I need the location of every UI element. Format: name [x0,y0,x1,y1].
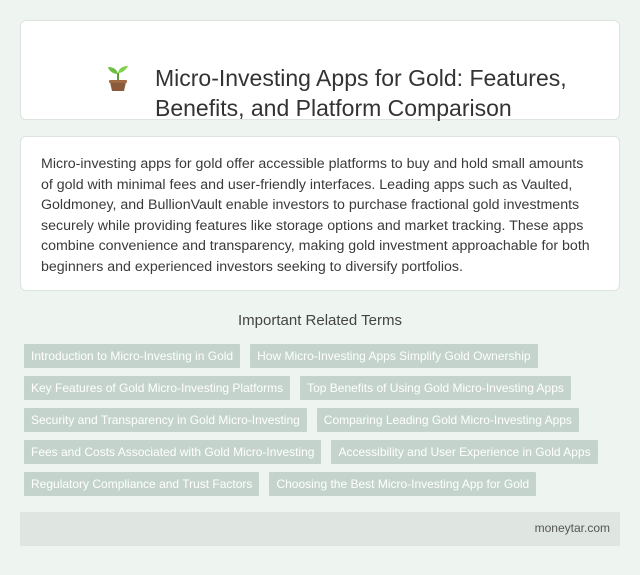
related-term-tag[interactable]: Choosing the Best Micro-Investing App for Gold [269,472,536,496]
related-term-tag[interactable]: Security and Transparency in Gold Micro-Investing [24,408,307,432]
footer [20,512,620,546]
related-term-tag[interactable]: Fees and Costs Associated with Gold Micro-Investing [24,440,321,464]
summary-card [20,136,620,291]
related-term-tag[interactable]: Introduction to Micro-Investing in Gold [24,344,240,368]
related-term-tag[interactable]: Key Features of Gold Micro-Investing Platforms [24,376,290,400]
related-term-tag[interactable]: Top Benefits of Using Gold Micro-Investing Apps [300,376,571,400]
related-terms-heading: Important Related Terms [238,312,402,329]
related-term-tag[interactable]: Accessibility and User Experience in Gold Apps [331,440,597,464]
related-terms-list [24,344,624,504]
related-term-tag[interactable]: Comparing Leading Gold Micro-Investing Apps [317,408,579,432]
title-card [20,20,620,120]
related-term-tag[interactable]: How Micro-Investing Apps Simplify Gold Ownership [250,344,537,368]
related-term-tag[interactable]: Regulatory Compliance and Trust Factors [24,472,259,496]
footer-brand[interactable]: moneytar.com [534,521,610,535]
summary-text: Micro-investing apps for gold offer accessible platforms to buy and hold small amounts of gold with minimal fees and user-friendly interfaces. Leading apps such as Vaulted, Goldmoney, and BullionVault enable investors to purchase fractional gold investments securely while providing features like storage options and market tracking. These apps combine convenience and transparency, making gold investment approachable for both beginners and experienced investors seeking to diversify portfolios. [41,156,590,275]
seedling-icon [105,65,131,93]
page-title: Micro-Investing Apps for Gold: Features, Benefits, and Platform Comparison [155,65,567,121]
